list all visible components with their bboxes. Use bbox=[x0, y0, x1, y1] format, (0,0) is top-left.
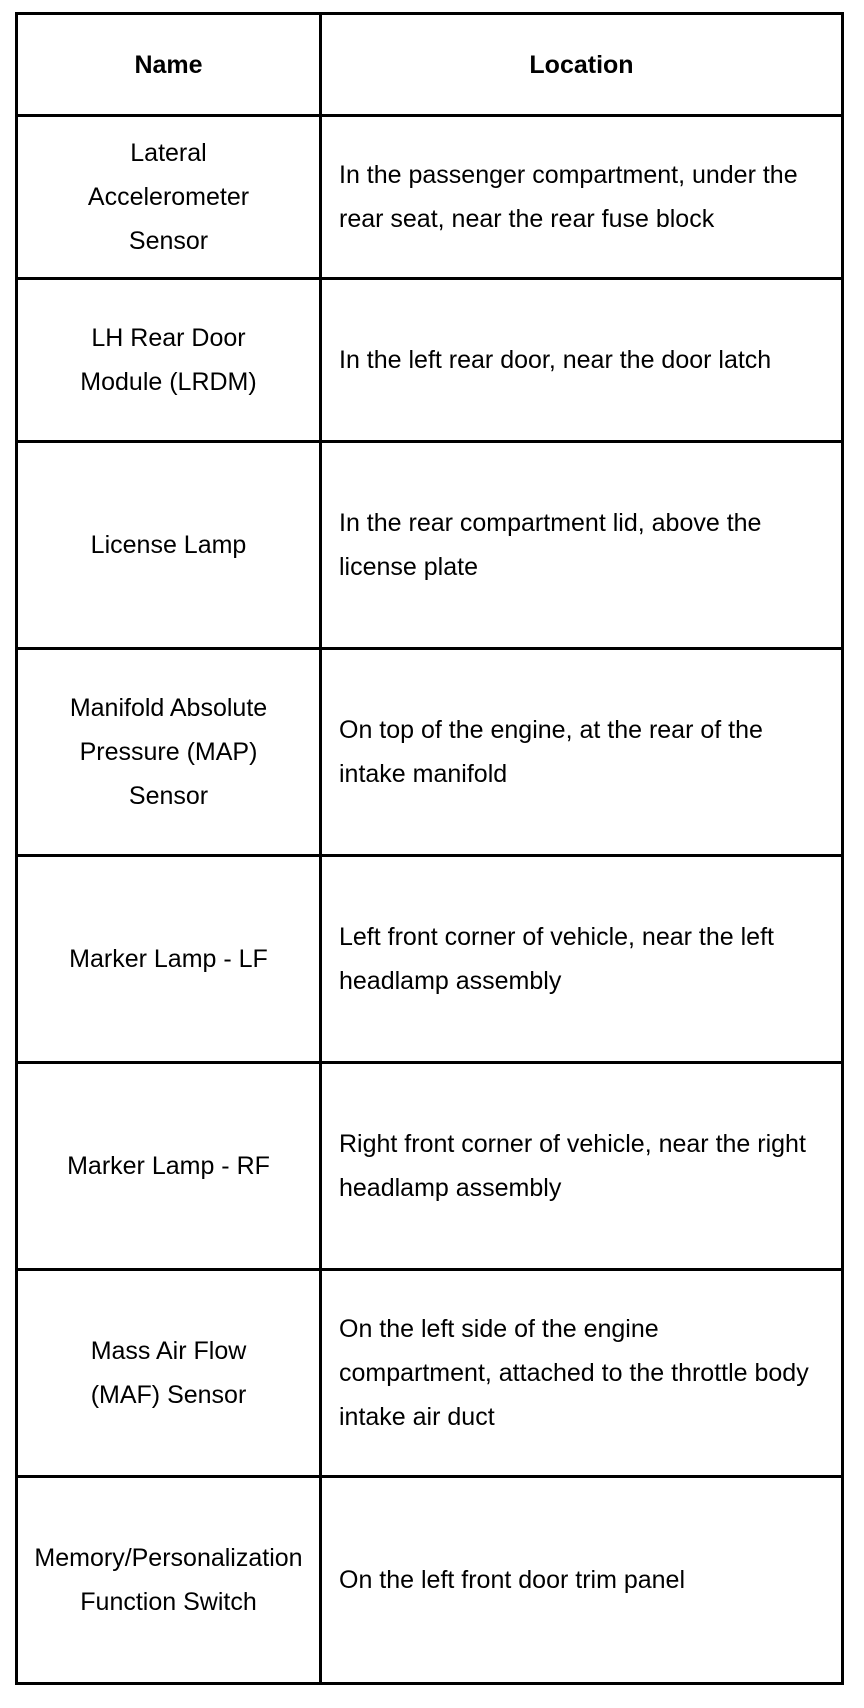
component-location-cell bbox=[321, 279, 843, 442]
component-location-cell bbox=[321, 116, 843, 279]
component-location: On the left front door trim panel bbox=[339, 1566, 686, 1594]
location-column-header: Location bbox=[321, 14, 843, 116]
component-location-cell bbox=[321, 1270, 843, 1477]
component-location: In the left rear door, near the door latch bbox=[339, 346, 772, 374]
component-location-cell bbox=[321, 442, 843, 649]
component-location: On top of the engine, at the rear of the intake manifold bbox=[339, 716, 763, 788]
component-name-cell bbox=[17, 1270, 321, 1477]
component-location: On the left side of the engine compartment, attached to the throttle body intake air duct bbox=[339, 1315, 809, 1431]
component-name-cell bbox=[17, 116, 321, 279]
component-name: Lateral Accelerometer Sensor bbox=[87, 139, 250, 255]
component-name: Mass Air Flow (MAF) Sensor bbox=[90, 1337, 247, 1409]
component-name: Manifold Absolute Pressure (MAP) Sensor bbox=[69, 694, 268, 810]
component-location: In the passenger compartment, under the rear seat, near the rear fuse block bbox=[339, 161, 798, 233]
component-name-cell bbox=[17, 442, 321, 649]
component-name-cell bbox=[17, 1477, 321, 1684]
table-header-row bbox=[17, 14, 843, 116]
table-row bbox=[17, 279, 843, 442]
component-name: LH Rear Door Module (LRDM) bbox=[80, 324, 257, 396]
component-name: Memory/Personalization Function Switch bbox=[34, 1544, 303, 1616]
table-row bbox=[17, 116, 843, 279]
component-location: Left front corner of vehicle, near the left headlamp assembly bbox=[339, 923, 774, 995]
component-name: Marker Lamp - LF bbox=[69, 945, 268, 973]
component-location-cell bbox=[321, 856, 843, 1063]
component-name: Marker Lamp - RF bbox=[67, 1152, 270, 1180]
component-location-cell bbox=[321, 1063, 843, 1270]
component-location-cell bbox=[321, 1477, 843, 1684]
component-location-table bbox=[15, 12, 844, 1685]
component-name-cell bbox=[17, 856, 321, 1063]
component-location: In the rear compartment lid, above the license plate bbox=[339, 509, 762, 581]
component-name: License Lamp bbox=[90, 531, 247, 559]
table-row bbox=[17, 1270, 843, 1477]
table-row bbox=[17, 1477, 843, 1684]
component-name-cell bbox=[17, 279, 321, 442]
table-row bbox=[17, 856, 843, 1063]
component-location: Right front corner of vehicle, near the right headlamp assembly bbox=[339, 1130, 806, 1202]
table-row bbox=[17, 442, 843, 649]
component-name-cell bbox=[17, 1063, 321, 1270]
component-location-cell bbox=[321, 649, 843, 856]
name-column-header: Name bbox=[17, 14, 321, 116]
table-row bbox=[17, 649, 843, 856]
component-name-cell bbox=[17, 649, 321, 856]
table-row bbox=[17, 1063, 843, 1270]
